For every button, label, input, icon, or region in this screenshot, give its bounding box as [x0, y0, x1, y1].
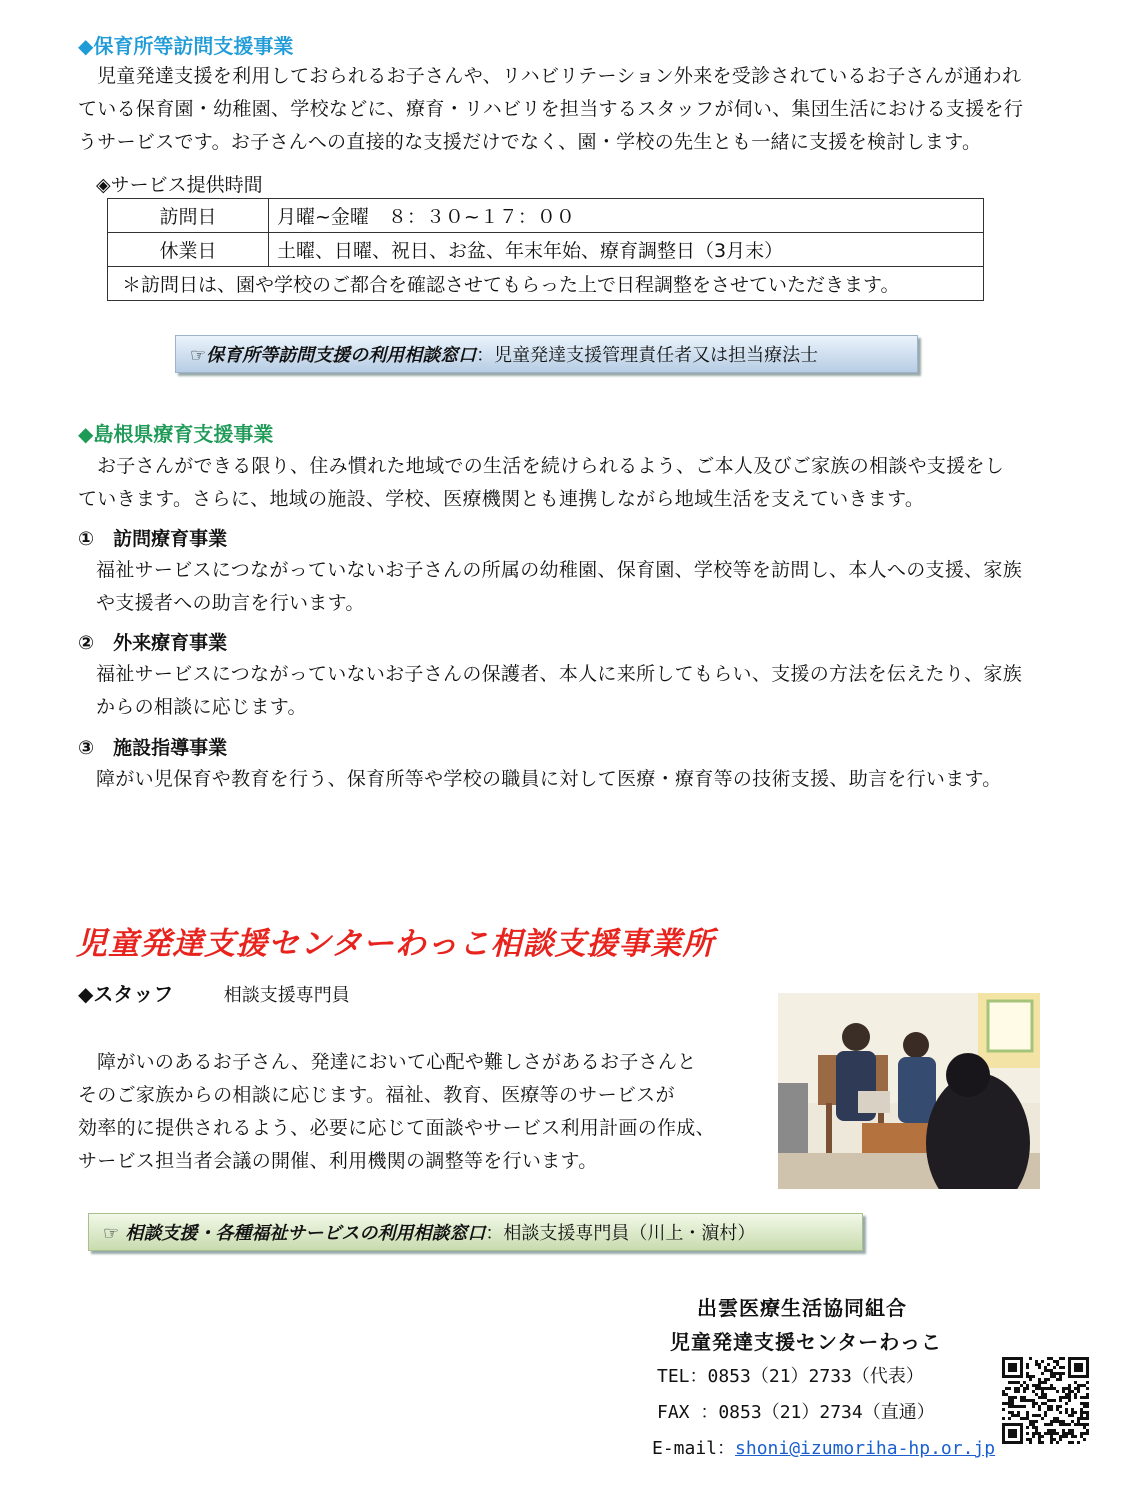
email-row [652, 1434, 995, 1460]
item2-line-1: 福祉サービスにつながっていないお子さんの保護者、本人に来所してもらい、支援の方法を伝えたり、家族 [96, 663, 1023, 685]
org-name: 出雲医療生活協同組合 [697, 1296, 907, 1320]
item2-title: ② 外来療育事業 [78, 632, 228, 654]
service-hours-table [107, 198, 984, 301]
table-note: ＊訪問日は、園や学校のご都合を確認させてもらった上で日程調整をさせていただきます。 [108, 267, 984, 301]
table-row [108, 233, 984, 267]
email-link[interactable]: shoni@izumoriha-hp.or.jp [735, 1438, 996, 1459]
section1-line-1: 児童発達支援を利用しておられるお子さんや、リハビリテーション外来を受診されているお子さんが通われ [97, 65, 1022, 87]
fax: FAX ：0853（21）2734（直通） [657, 1402, 935, 1423]
section1-line-3: うサービスです。お子さんへの直接的な支援だけでなく、園・学校の先生とも一緒に支援を検討します。 [78, 131, 982, 153]
qr-code [1002, 1357, 1089, 1444]
table-value: 月曜~金曜 ８：３０~１７：００ [269, 199, 984, 233]
staff-row [78, 978, 350, 1007]
center-name: 児童発達支援センターわっこ [670, 1330, 942, 1354]
item1-body [96, 554, 1086, 620]
section2-heading: ◆島根県療育支援事業 [78, 422, 274, 446]
item2-line-2: からの相談に応じます。 [96, 696, 307, 718]
table-row [108, 267, 984, 301]
contact-label: ☞ 相談支援・各種福祉サービスの利用相談窓口 [103, 1223, 486, 1244]
section1-line-2: ている保育園・幼稚園、学校などに、療育・リハビリを担当するスタッフが伺い、集団生活における支援を行 [78, 98, 1024, 120]
section3-body [78, 1046, 768, 1178]
contact-value: ：相談支援専門員（川上・濵村） [485, 1223, 756, 1244]
service-hours-label: ◈サービス提供時間 [96, 174, 263, 196]
staff-value: 相談支援専門員 [223, 985, 350, 1006]
section3-line-2: そのご家族からの相談に応じます。福祉、教育、医療等のサービスが [78, 1084, 675, 1106]
section2-intro [78, 450, 1078, 516]
table-value: 土曜、日曜、祝日、お盆、年末年始、療育調整日（3月末） [269, 233, 984, 267]
section3-line-1: 障がいのあるお子さん、発達において心配や難しさがあるお子さんと [97, 1051, 697, 1073]
contact-label: ☞保育所等訪問支援の利用相談窓口 [190, 345, 477, 366]
email-label: E-mail： [652, 1438, 736, 1459]
staff-label: ◆スタッフ [78, 982, 174, 1006]
table-key: 訪問日 [108, 199, 269, 233]
contact-value: ：児童発達支援管理責任者又は担当療法士 [476, 345, 819, 366]
consultation-photo [778, 993, 1040, 1189]
item3-line-1: 障がい児保育や教育を行う、保育所等や学校の職員に対して医療・療育等の技術支援、助言を行います。 [96, 768, 1002, 790]
item3-title: ③ 施設指導事業 [78, 737, 228, 759]
item1-title: ① 訪問療育事業 [78, 528, 228, 550]
section2-intro-line-2: ていきます。さらに、地域の施設、学校、医療機関とも連携しながら地域生活を支えていきます。 [78, 488, 925, 510]
section1-body [78, 60, 1078, 159]
item2-body [96, 658, 1086, 724]
table-key: 休業日 [108, 233, 269, 267]
section2-intro-line-1: お子さんができる限り、住み慣れた地域での生活を続けられるよう、ご本人及びご家族の相談や支援をし [97, 455, 1005, 477]
item1-line-1: 福祉サービスにつながっていないお子さんの所属の幼稚園、保育園、学校等を訪問し、本人への支援、家族 [96, 559, 1023, 581]
item1-line-2: や支援者への助言を行います。 [96, 592, 365, 614]
section3-line-4: サービス担当者会議の開催、利用機関の調整等を行います。 [78, 1150, 598, 1172]
item3-body [96, 763, 1086, 796]
table-row [108, 199, 984, 233]
section1-heading: ◆保育所等訪問支援事業 [78, 34, 294, 58]
visit-support-contact-box [175, 335, 918, 373]
section3-line-3: 効率的に提供されるよう、必要に応じて面談やサービス利用計画の作成、 [78, 1117, 715, 1139]
tel: TEL：0853（21）2733（代表） [657, 1366, 924, 1387]
consultation-office-title: 児童発達支援センターわっこ相談支援事業所 [76, 926, 715, 962]
consultation-contact-box [88, 1213, 863, 1251]
